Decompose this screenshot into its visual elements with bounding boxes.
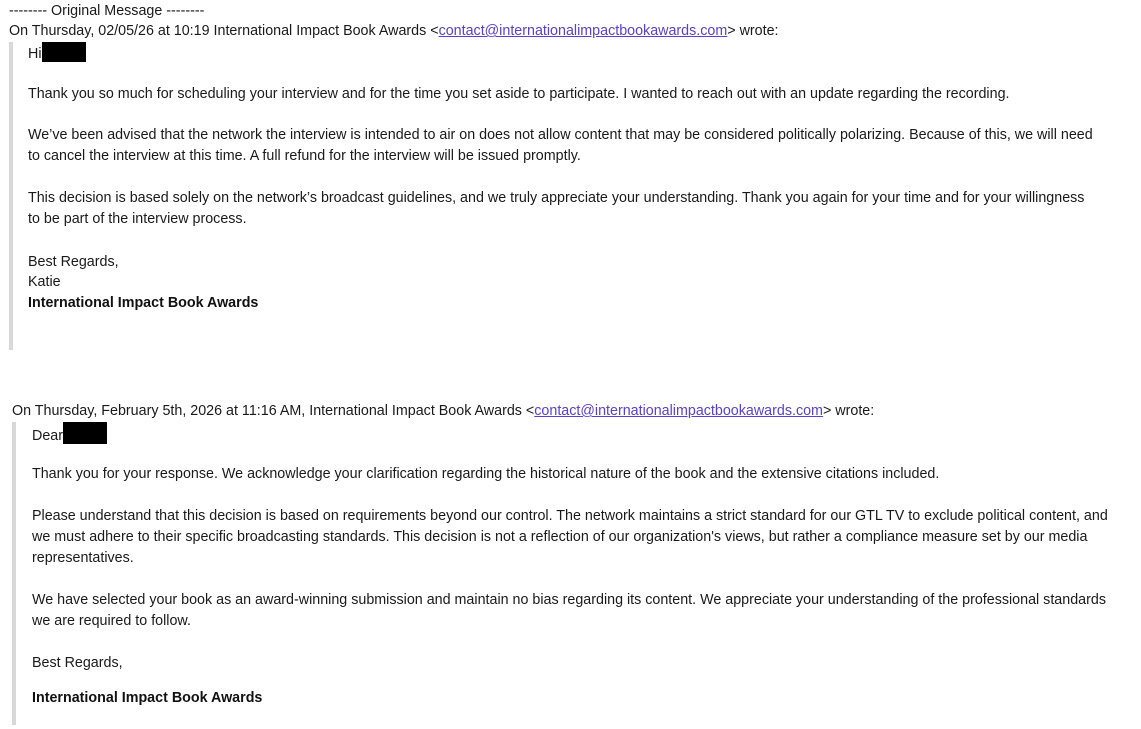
message2-paragraph: We have selected your book as an award-winning submission and maintain no bias regarding its content. We appreciate your understanding of the professional standards we are required to follow. [32,592,1106,629]
original-message-divider: -------- Original Message -------- [9,3,205,19]
message1-paragraph: This decision is based solely on the network’s broadcast guidelines, and we truly appreciate your understanding. Thank you again for your time and for your willingness to be part of the interview process. [28,190,1085,227]
message2-closing: Best Regards, [32,655,123,671]
message2-email-link[interactable]: contact@internationalimpactbookawards.com [534,403,823,419]
message1-greeting-text: Hi [28,46,42,62]
message2-org-name: International Impact Book Awards [32,690,263,706]
message2-attribution-prefix: On Thursday, February 5th, 2026 at 11:16 AM, International Impact Book Awards < [12,403,535,419]
message1-attribution [9,21,779,41]
redacted-name-block [42,42,86,62]
message2-attribution [12,401,874,421]
message2-quote-bar [12,422,16,725]
message1-paragraph: We’ve been advised that the network the interview is intended to air on does not allow content that may be considered politically polarizing. Because of this, we will need to cancel the interview at this time. A full refund for the interview will be issued promptly. [28,127,1093,164]
message2-org-signature [32,688,262,708]
message2-greeting [32,422,107,446]
message1-quote-bar [9,42,13,350]
message1-attribution-suffix: > wrote: [727,23,779,39]
message2-paragraph: Please understand that this decision is based on requirements beyond our control. The network maintains a strict standard for our GTL TV to exclude political content, and we must adhere to their specific broadcasting standards. This decision is not a reflection of our organization's views, but rather a compliance measure set by our media representatives. [32,508,1108,566]
message1-signer: Katie [28,274,61,290]
message1-email-link[interactable]: contact@internationalimpactbookawards.com [438,23,728,39]
message1-org-signature [28,293,258,313]
message1-org-name: International Impact Book Awards [28,295,259,311]
message2-greeting-text: Dear [32,428,63,444]
message1-attribution-prefix: On Thursday, 02/05/26 at 10:19 International Impact Book Awards < [9,23,439,39]
message1-greeting [28,42,86,64]
message2-paragraph: Thank you for your response. We acknowledge your clarification regarding the historical nature of the book and the extensive citations included. [32,466,940,482]
message1-paragraph: Thank you so much for scheduling your interview and for the time you set aside to participate. I wanted to reach out with an update regarding the recording. [28,86,1010,102]
message2-attribution-suffix: > wrote: [822,403,875,419]
message1-closing: Best Regards, [28,254,119,270]
redacted-name-block [63,422,107,444]
